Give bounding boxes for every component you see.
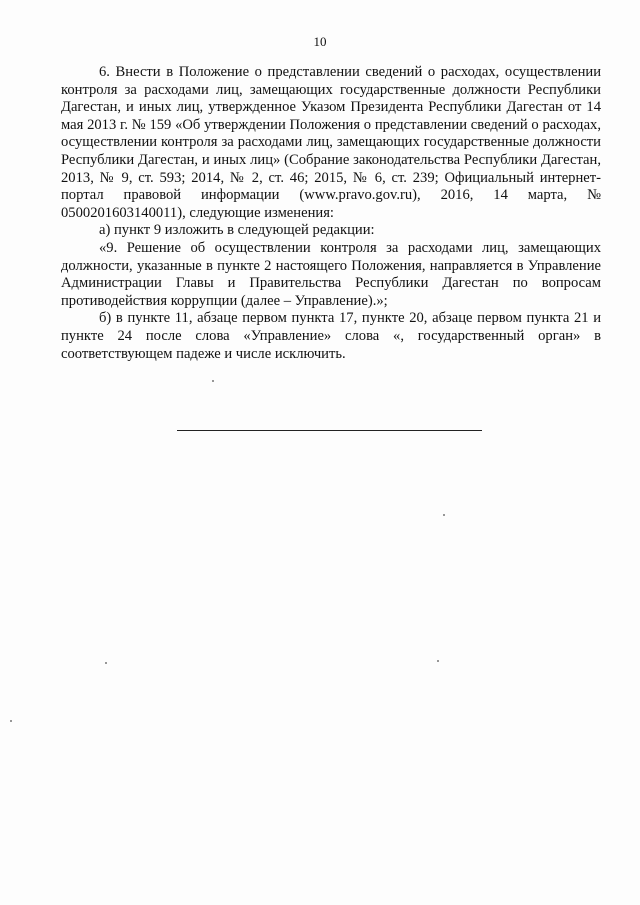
scan-speck <box>105 662 107 664</box>
document-body <box>61 64 601 363</box>
paragraph-amendment-intro: 6. Внести в Положение о представлении сведений о расходах, осуществлении контроля за расходами лиц, замещающих государственные должности Республики Дагестан, и иных лиц, утвержденное Указом Президента Республики Дагестан от 14 мая 2013 г. № 159 «Об утверждении Положения о представлении сведений о расходах, осуществлении контроля за расходами лиц, замещающих государственные должности Республики Дагестан, и иных лиц» (Собрание законодательства Республики Дагестан, 2013, № 9, ст. 593; 2014, № 2, ст. 46; 2015, № 6, ст. 239; Официальный интернет-портал правовой информации (www.pravo.gov.ru), 2016, 14 марта, № 0500201603140011), следующие изменения: <box>61 64 601 221</box>
paragraph-subitem-a: а) пункт 9 изложить в следующей редакции: <box>99 222 375 239</box>
end-separator-line <box>177 430 482 431</box>
scan-speck <box>10 720 12 722</box>
scan-speck <box>212 380 214 382</box>
paragraph-new-clause-9: «9. Решение об осуществлении контроля за расходами лиц, замещающих должности, указанные в пункте 2 настоящего Положения, направляется в Управление Администрации Главы и Правительства Республики Дагестан по вопросам противодействия коррупции (далее – Управление).»; <box>61 239 601 309</box>
scan-speck <box>443 514 445 516</box>
scan-speck <box>437 660 439 662</box>
page-number: 10 <box>313 34 327 49</box>
paragraph-subitem-b: б) в пункте 11, абзаце первом пункта 17, пункте 20, абзаце первом пункта 21 и пункте 24 после слова «Управление» слова «, государственный орган» в соответствующем падеже и числе исключить. <box>61 310 601 362</box>
